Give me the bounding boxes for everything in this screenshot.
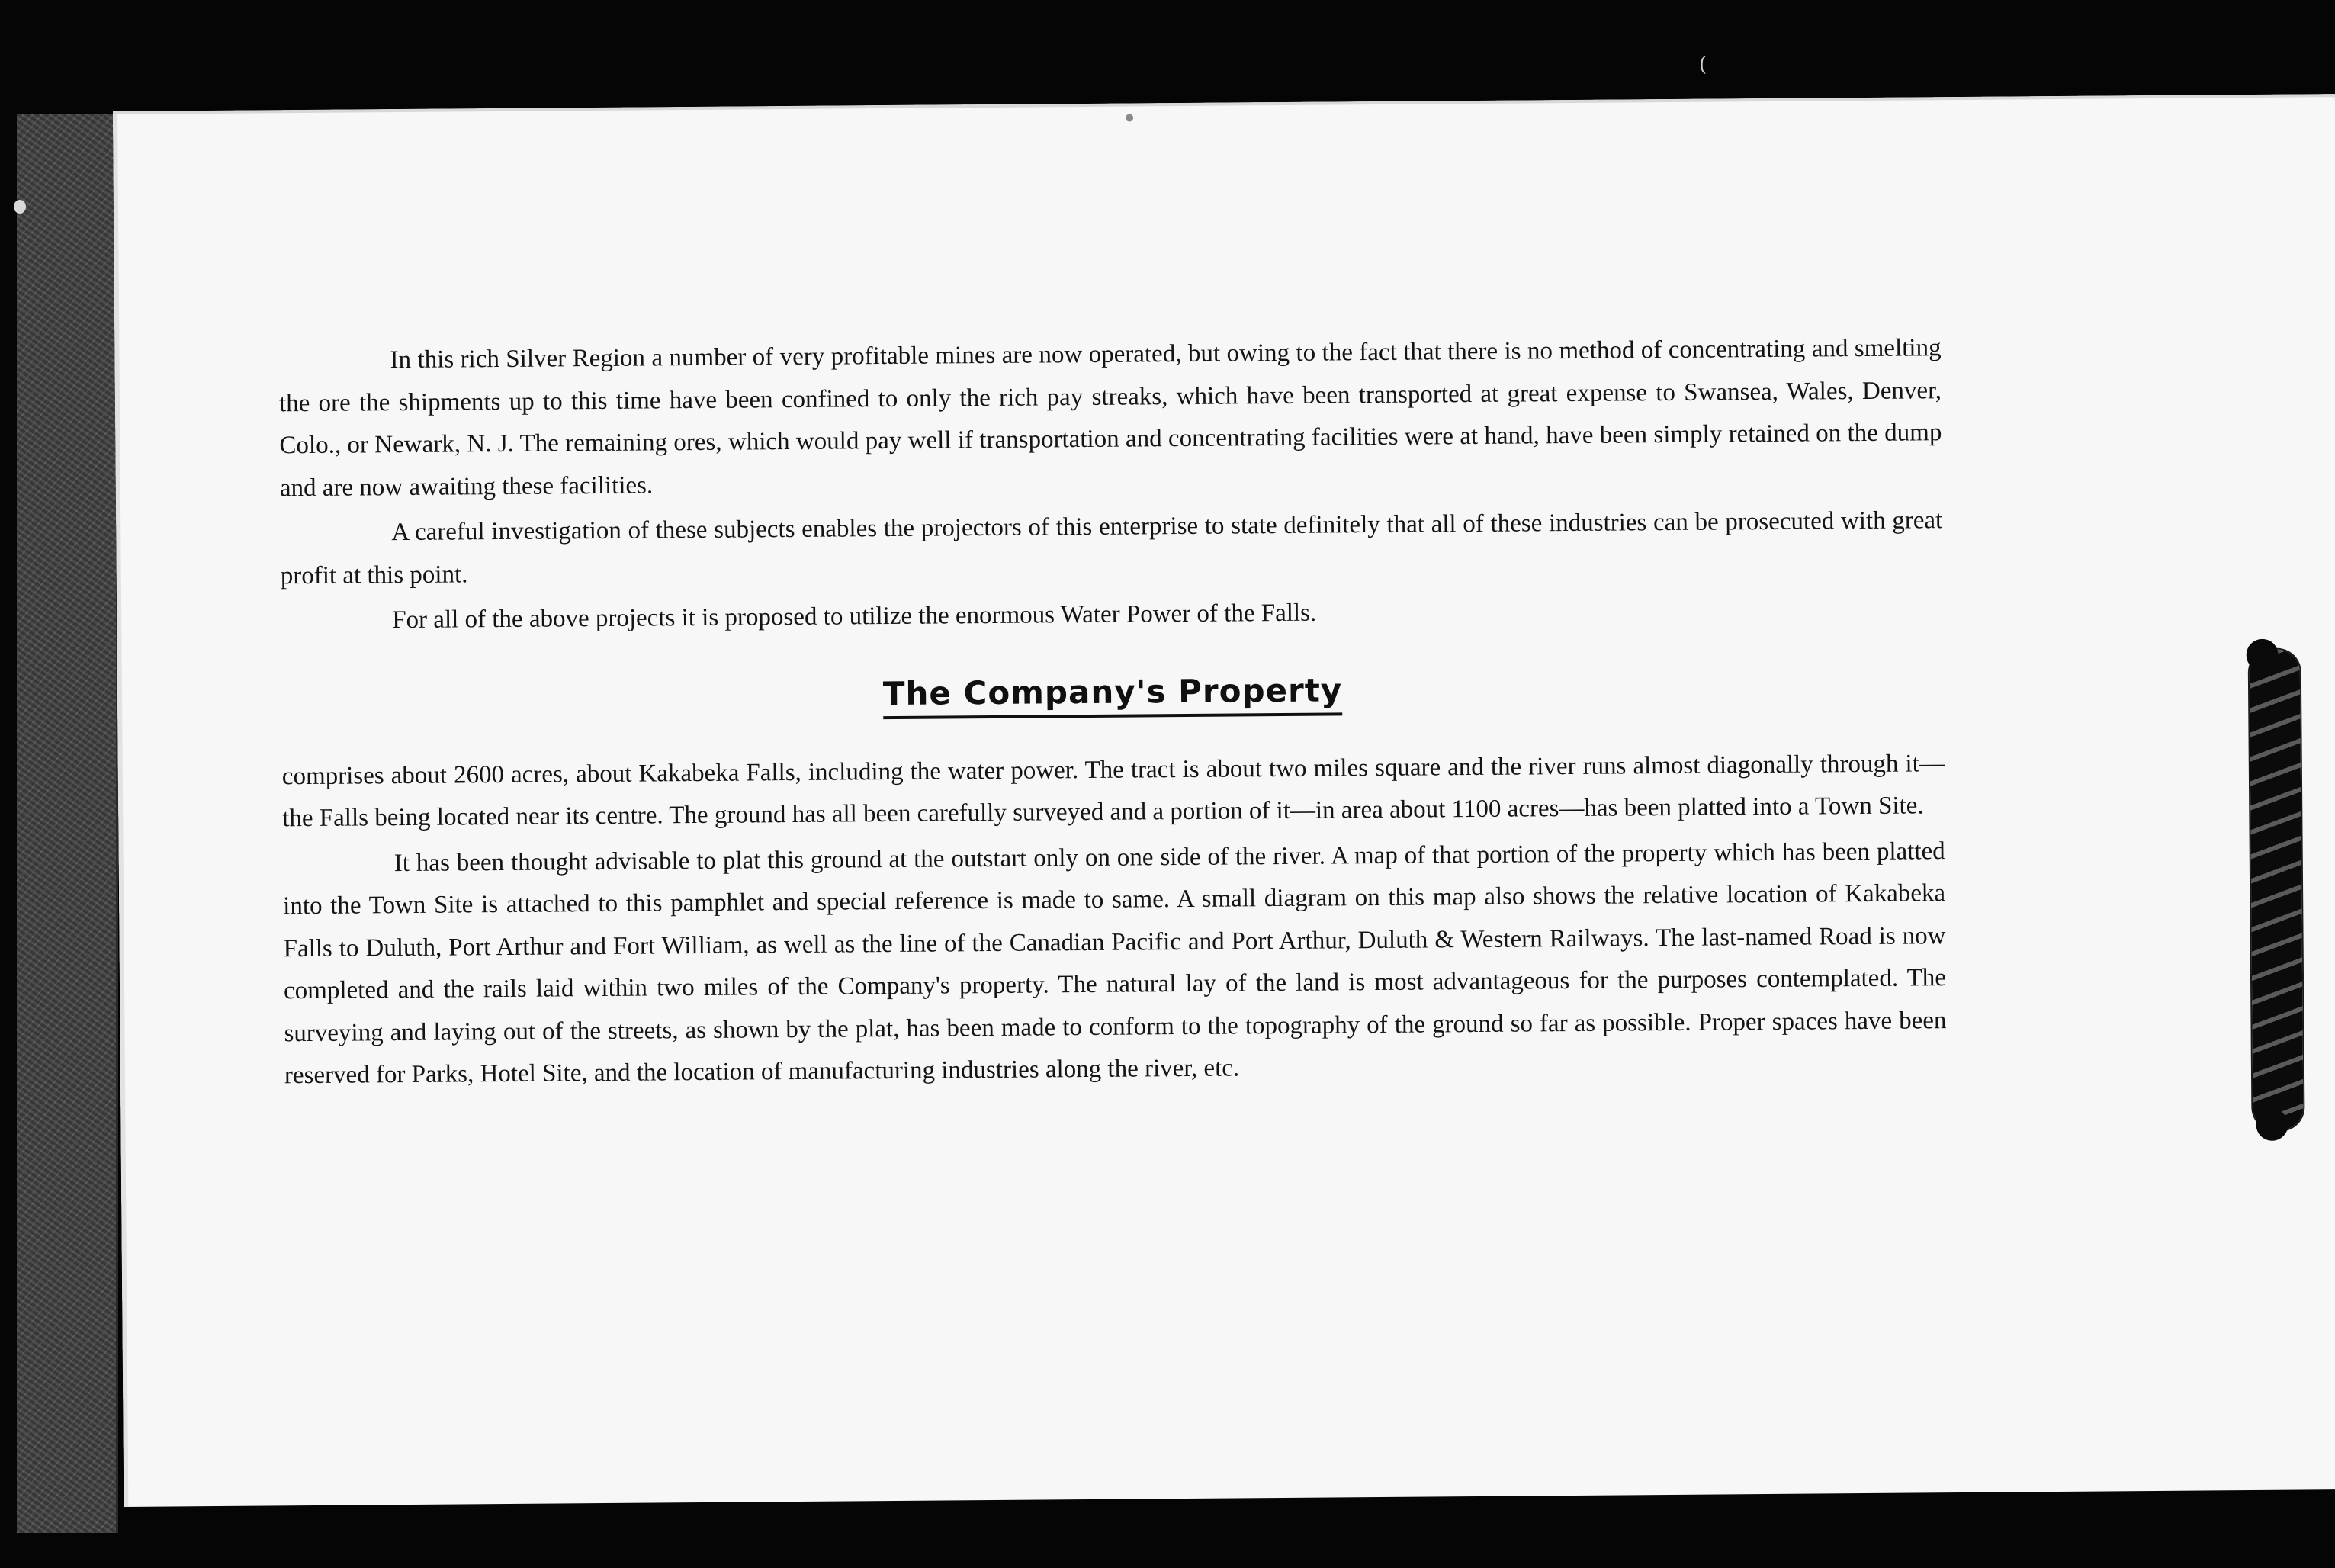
paragraph-silver-region: In this rich Silver Region a number of very profitable mines are now operated, but owing to the fact that there is no method of concentrating and smelting the ore the shipments up to this time have been confined to only the rich pay streaks, which have been transported at great expense to Swansea, Wales, Denver, Colo., or Newark, N. J. The remaining ores, which would pay well if transportation and concentrating facilities were at hand, have been simply retained on the dump and are now awaiting these facilities. bbox=[278, 334, 1942, 502]
paragraph-investigation: A careful investigation of these subjects enables the projectors of this enterprise to state definitely that all of these industries can be prosecuted with great profit at this point. bbox=[280, 506, 1943, 590]
section-heading: The Company's Property bbox=[883, 673, 1343, 719]
paragraph-property-size: comprises about 2600 acres, about Kakabeka Falls, including the water power. The tract is about two miles square and the river runs almost diagonally through it—the Falls being located near its centre. The ground has all been carefully surveyed and a portion of it—in area about 1100 acres—has been platted into a Town Site. bbox=[281, 749, 1945, 833]
scan-speck bbox=[14, 200, 26, 214]
paragraph-town-site: It has been thought advisable to plat this ground at the outstart only on one side of the river. A map of that portion of the property which has been platted into the Town Site is attached to this pamphlet and special reference is made to same. A small diagram on this map also shows the relative location of Kakabeka Falls to Duluth, Port Arthur and Fort William, as well as the line of the Canadian Pacific and Port Arthur, Duluth & Western Railways. The last-named Road is now completed and the rails laid within two miles of the Company's property. The natural lay of the land is most advantageous for the purposes contemplated. The surveying and laying out of the streets, as shown by the plat, has been made to conform to the topography of the ground so far as possible. Proper spaces have been reserved for Parks, Hotel Site, and the location of manufacturing industries along the river, etc. bbox=[283, 837, 1947, 1090]
page-text-block bbox=[278, 327, 1947, 1097]
book-binding-edge bbox=[17, 114, 118, 1533]
document-page bbox=[113, 94, 2335, 1507]
scan-mark: ( bbox=[1699, 53, 1707, 76]
section-heading-wrap bbox=[281, 668, 1944, 724]
page-dot bbox=[1126, 114, 1133, 121]
binding-cord bbox=[2250, 649, 2304, 1129]
paragraph-water-power: For all of the above projects it is proposed to utilize the enormous Water Power of the Falls. bbox=[392, 599, 1317, 635]
